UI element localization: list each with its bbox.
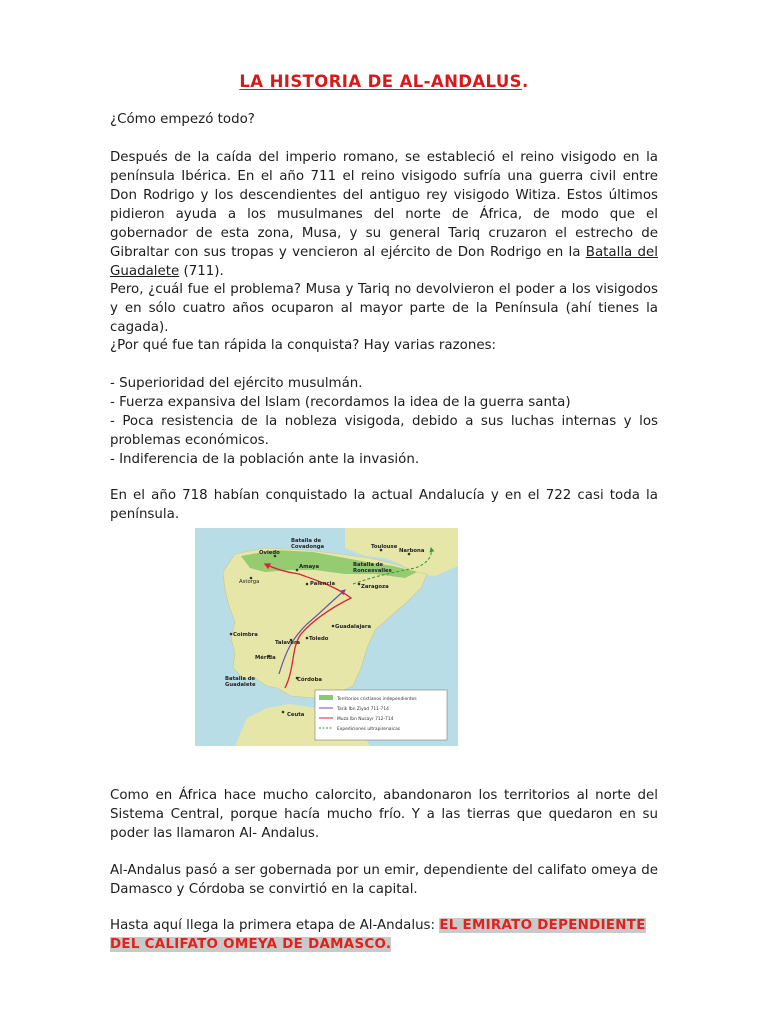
legend-muza: Muza Ibn Nusayr 712-714 [337,717,394,722]
reason-item: - Indiferencia de la población ante la invasión. [110,452,420,467]
reason-item: - Poca resistencia de la nobleza visigoda, debido a sus luchas internas y los problemas económicos. [110,414,658,448]
legend-tarik: Tarik Ibn Ziyad 711-714 [337,707,389,712]
map-label-guadalete-1: Batalla de [225,676,256,682]
guadalete-link[interactable]: Batalla del Guadalete [110,245,658,279]
conclusion-text: Hasta aquí llega la primera etapa de Al-Andalus: [110,918,440,933]
paragraph-problem: Pero, ¿cuál fue el problema? Musa y Tariq no devolvieron el poder a los visigodos y en sólo cuatro años ocuparon al mayor parte de la Península (ahí tienes la cagada). [110,282,658,335]
map-label-zaragoza: Zaragoza [361,584,389,590]
reason-item: - Superioridad del ejército musulmán. [110,376,363,391]
map-label-roncesvalles-2: Roncesvalles [353,568,392,574]
map-label-cordoba: Córdoba [297,677,322,683]
reason-item: - Fuerza expansiva del Islam (recordamos la idea de la guerra santa) [110,395,571,410]
page-title [0,72,768,91]
map-label-astorga: Astorga [239,579,260,585]
map-label-roncesvalles-1: Batalla de [353,562,384,568]
question-how-started: ¿Cómo empezó todo? [110,112,255,127]
map-label-amaya: Amaya [299,564,320,570]
map-label-palencia: Palencia [310,581,336,587]
paragraph-intro-end: (711). [179,264,224,279]
paragraph-intro-text: Después de la caída del imperio romano, se estableció el reino visigodo en la península Ibérica. En el año 711 el reino visigodo sufría una guerra civil entre Don Rodrigo y los descendientes del antiguo rey visigodo Witiza. Estos últimos pidieron ayuda a los musulmanes del norte de África, de modo que el gobernador de esta zona, Musa, y su general Tariq cruzaron el estrecho de Gibraltar con sus tropas y vencieron al ejército de Don Rodrigo en la [110,150,658,260]
map-label-toulouse: Toulouse [371,544,398,550]
question-why-fast: ¿Por qué fue tan rápida la conquista? Hay varias razones: [110,338,497,353]
reasons-list [110,374,658,469]
map-legend [315,690,447,740]
map-label-guadalajara: Guadalajara [335,624,372,630]
paragraph-emir: Al-Andalus pasó a ser gobernada por un emir, dependiente del califato omeya de Damasco y Córdoba se convirtió en la capital. [110,863,658,897]
map-label-oviedo: Oviedo [259,550,280,556]
map-label-guadalete-2: Guadalete [225,682,256,688]
map-label-toledo: Toledo [309,636,329,642]
map-label-merida: Mérida [255,655,276,661]
legend-expedition: Expediciones ultrapirenaicas [337,727,401,732]
map-label-coimbra: Coimbra [233,632,258,638]
conquest-map [195,528,458,746]
title-text: LA HISTORIA DE AL-ANDALUS [239,72,522,91]
map-label-covadonga-2: Covadonga [291,544,325,550]
paragraph-conclusion [110,916,658,954]
paragraph-al-andalus-origin: Como en África hace mucho calorcito, abandonaron los territorios al norte del Sistema Central, porque hacía mucho frío. Y a las tierras que quedaron en su poder las llamaron Al- Andalus. [110,788,658,841]
map-label-covadonga-1: Batalla de [291,538,322,544]
legend-christian: Territorios cristianos independientes [337,697,417,702]
title-dot: . [521,72,529,91]
paragraph-intro [110,148,658,281]
map-label-ceuta: Ceuta [287,712,305,718]
map-label-narbona: Narbona [399,548,425,554]
highlight-califato: DEL CALIFATO OMEYA DE DAMASCO. [110,937,392,952]
highlight-emirato: EL EMIRATO DEPENDIENTE [439,918,646,933]
map-label-talavera: Talavera [275,640,301,646]
paragraph-conquest-dates: En el año 718 habían conquistado la actual Andalucía y en el 722 casi toda la península. [110,488,658,522]
